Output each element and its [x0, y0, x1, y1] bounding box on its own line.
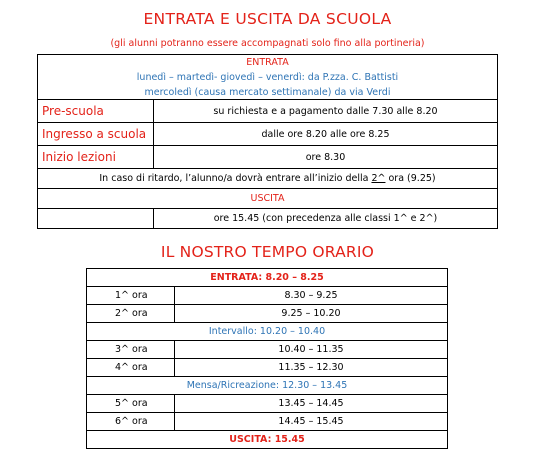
schedule-entrata-row: [87, 269, 448, 287]
schedule-uscita-row: [87, 431, 448, 449]
row-value: ore 8.30: [154, 146, 498, 169]
entrata-cell: [38, 55, 498, 100]
uscita-empty-cell: [38, 209, 154, 229]
page-title: ENTRATA E USCITA DA SCUOLA: [143, 10, 392, 28]
hour-label: 1^ ora: [87, 287, 175, 305]
schedule-table: [86, 268, 448, 449]
table-row: [38, 146, 498, 169]
hour-time: 14.45 – 15.45: [175, 413, 448, 431]
hour-time: 13.45 – 14.45: [175, 395, 448, 413]
late-note-pre: In caso di ritardo, l’alunno/a dovrà entrare all’inizio della: [99, 173, 372, 184]
hour-time: 9.25 – 10.20: [175, 305, 448, 323]
hour-label: 2^ ora: [87, 305, 175, 323]
schedule-row: [87, 413, 448, 431]
late-note: [38, 169, 498, 189]
entrata-header: ENTRATA: [246, 57, 289, 68]
mensa-row: [87, 377, 448, 395]
hour-time: 11.35 – 12.30: [175, 359, 448, 377]
row-label: Ingresso a scuola: [38, 123, 154, 146]
row-label: Inizio lezioni: [38, 146, 154, 169]
uscita-value: ore 15.45 (con precedenza alle classi 1^ e 2^): [154, 209, 498, 229]
late-note-link: 2^: [371, 173, 386, 184]
hour-label: 3^ ora: [87, 341, 175, 359]
hour-label: 5^ ora: [87, 395, 175, 413]
hour-label: 4^ ora: [87, 359, 175, 377]
page-subtitle: (gli alunni potranno essere accompagnati solo fino alla portineria): [110, 38, 425, 49]
uscita-row: [38, 209, 498, 229]
entrata-line-2: mercoledì (causa mercato settimanale) da via Verdi: [144, 87, 391, 98]
late-row: [38, 169, 498, 189]
table-row: [38, 123, 498, 146]
schedule-title: IL NOSTRO TEMPO ORARIO: [160, 243, 375, 261]
hour-label: 6^ ora: [87, 413, 175, 431]
hour-time: 8.30 – 9.25: [175, 287, 448, 305]
entrance-exit-table: [37, 54, 498, 229]
intervallo: Intervallo: 10.20 – 10.40: [87, 323, 448, 341]
schedule-row: [87, 305, 448, 323]
schedule-row: [87, 287, 448, 305]
late-note-post: ora (9.25): [385, 173, 436, 184]
schedule-entrata: ENTRATA: 8.20 – 8.25: [87, 269, 448, 287]
table-row: [38, 100, 498, 123]
row-value: su richiesta e a pagamento dalle 7.30 alle 8.20: [154, 100, 498, 123]
uscita-header-row: [38, 189, 498, 209]
schedule-row: [87, 341, 448, 359]
row-value: dalle ore 8.20 alle ore 8.25: [154, 123, 498, 146]
schedule-uscita: USCITA: 15.45: [87, 431, 448, 449]
hour-time: 10.40 – 11.35: [175, 341, 448, 359]
mensa: Mensa/Ricreazione: 12.30 – 13.45: [87, 377, 448, 395]
schedule-row: [87, 359, 448, 377]
entrata-row: [38, 55, 498, 100]
row-label: Pre-scuola: [38, 100, 154, 123]
entrata-line-1: lunedì – martedì- giovedì – venerdì: da P.zza. C. Battisti: [136, 72, 399, 83]
uscita-header: USCITA: [38, 189, 498, 209]
intervallo-row: [87, 323, 448, 341]
schedule-row: [87, 395, 448, 413]
